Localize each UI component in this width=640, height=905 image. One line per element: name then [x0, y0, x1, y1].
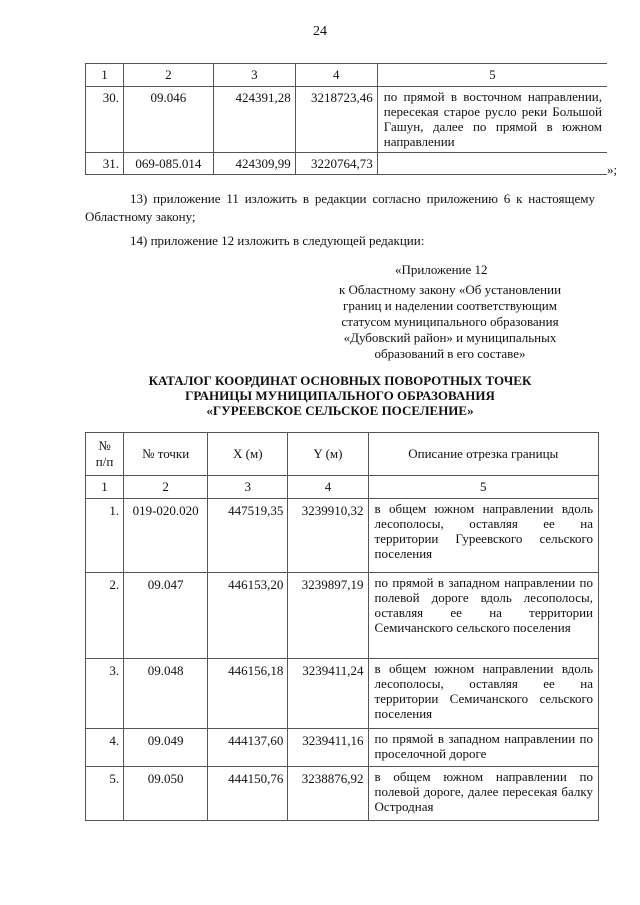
point-id: 09.050: [124, 767, 208, 821]
appendix-line: «Дубовский район» и муниципальных: [343, 330, 557, 345]
y-coord: 3239411,24: [288, 659, 368, 729]
table-header-row: [86, 433, 599, 476]
row-number: 31.: [86, 153, 124, 175]
row-number: 2.: [86, 573, 124, 659]
table-row: [86, 729, 599, 767]
header-x: X (м): [208, 433, 288, 476]
x-coord: 446153,20: [208, 573, 288, 659]
header-number-line: №: [98, 438, 111, 453]
header-point: № точки: [124, 433, 208, 476]
closing-quote: »;: [607, 162, 618, 177]
appendix-line: к Областному закону «Об установлении: [338, 282, 562, 297]
header-number: [86, 433, 124, 476]
y-coord: 3238876,92: [288, 767, 368, 821]
table-row: [86, 87, 608, 153]
row-number: 3.: [86, 659, 124, 729]
segment-description: в общем южном направлении вдоль лесополосы, оставляя ее на территории Гуреевского сельского поселения: [368, 499, 598, 573]
point-id: 09.049: [124, 729, 208, 767]
x-coord: 447519,35: [208, 499, 288, 573]
point-id: 069-085.014: [123, 153, 213, 175]
segment-description: [377, 153, 607, 175]
table-row: [86, 659, 599, 729]
point-id: 019-020.020: [124, 499, 208, 573]
y-coord: 3239411,16: [288, 729, 368, 767]
y-coord: 3239897,19: [288, 573, 368, 659]
index-cell: 3: [208, 476, 288, 499]
appendix-line: образований в его составе»: [374, 346, 526, 361]
table-row: [86, 573, 599, 659]
x-coord: 444150,76: [208, 767, 288, 821]
table-header-row: [86, 64, 608, 87]
segment-description: по прямой в западном направлении по полевой дороге вдоль лесополосы, оставляя ее на территории Семичанского сельского поселения: [368, 573, 598, 659]
row-number: 1.: [86, 499, 124, 573]
y-coord: 3239910,32: [288, 499, 368, 573]
x-coord: 444137,60: [208, 729, 288, 767]
column-index-row: [86, 476, 599, 499]
row-number: 4.: [86, 729, 124, 767]
catalog-title-line: «ГУРЕЕВСКОЕ СЕЛЬСКОЕ ПОСЕЛЕНИЕ»: [206, 403, 474, 418]
table-row: [86, 153, 608, 175]
header-y: Y (м): [288, 433, 368, 476]
catalog-title: [85, 373, 595, 418]
segment-description: по прямой в восточном направлении, пересекая старое русло реки Большой Гашун, далее по прямой в южном направлении: [377, 87, 607, 153]
header-cell: 2: [123, 64, 213, 87]
header-cell: 1: [86, 64, 124, 87]
table-row: [86, 499, 599, 573]
appendix-line: статусом муниципального образования: [341, 314, 559, 329]
index-cell: 1: [86, 476, 124, 499]
segment-description: в общем южном направлении вдоль лесополосы, оставляя ее на территории Семичанского сельского поселения: [368, 659, 598, 729]
header-cell: 3: [213, 64, 295, 87]
header-description: Описание отрезка границы: [368, 433, 598, 476]
point-id: 09.048: [124, 659, 208, 729]
y-coord: 3218723,46: [295, 87, 377, 153]
segment-description: по прямой в западном направлении по проселочной дороге: [368, 729, 598, 767]
x-coord: 424391,28: [213, 87, 295, 153]
coordinates-catalog-table: [85, 432, 599, 821]
paragraph-13: 13) приложение 11 изложить в редакции согласно приложению 6 к настоящему Областному закону;: [85, 191, 595, 224]
page-number: 24: [313, 24, 327, 39]
row-number: 30.: [86, 87, 124, 153]
header-cell: 5: [377, 64, 607, 87]
appendix-subtitle: [315, 282, 585, 362]
x-coord: 424309,99: [213, 153, 295, 175]
index-cell: 2: [124, 476, 208, 499]
segment-description: в общем южном направлении по полевой дороге, далее пересекая балку Остродная: [368, 767, 598, 821]
row-number: 5.: [86, 767, 124, 821]
catalog-title-line: ГРАНИЦЫ МУНИЦИПАЛЬНОГО ОБРАЗОВАНИЯ: [185, 388, 495, 403]
coordinates-table-continued: [85, 63, 607, 175]
header-cell: 4: [295, 64, 377, 87]
appendix-title: «Приложение 12: [395, 262, 488, 277]
x-coord: 446156,18: [208, 659, 288, 729]
paragraph-14: 14) приложение 12 изложить в следующей редакции:: [130, 233, 425, 248]
catalog-title-line: КАТАЛОГ КООРДИНАТ ОСНОВНЫХ ПОВОРОТНЫХ ТОЧЕК: [148, 373, 532, 388]
index-cell: 4: [288, 476, 368, 499]
y-coord: 3220764,73: [295, 153, 377, 175]
header-number-line: п/п: [95, 454, 114, 469]
table-row: [86, 767, 599, 821]
point-id: 09.046: [123, 87, 213, 153]
index-cell: 5: [368, 476, 598, 499]
appendix-line: границ и наделении соответствующим: [343, 298, 557, 313]
point-id: 09.047: [124, 573, 208, 659]
